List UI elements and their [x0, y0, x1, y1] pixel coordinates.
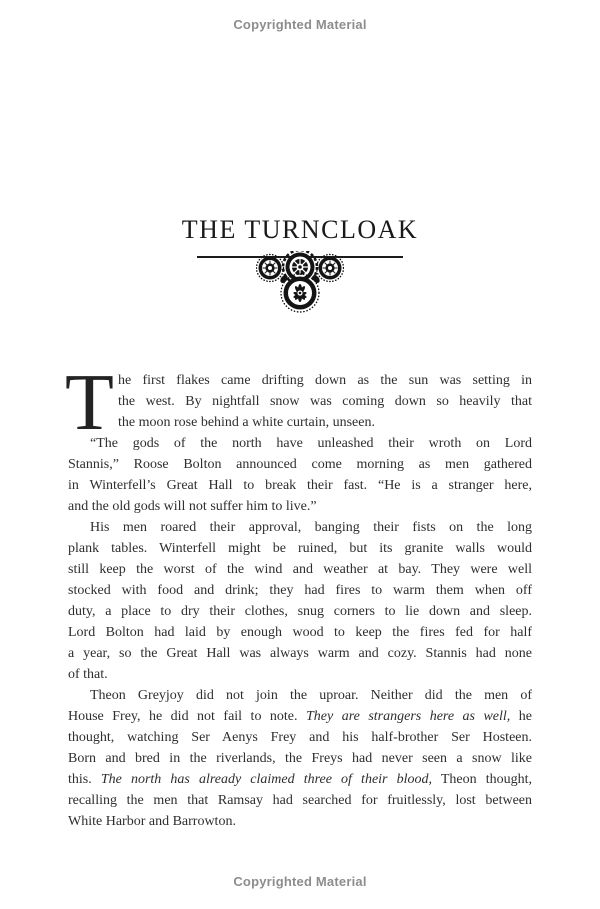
- text-line: White Harbor and Barrowton.: [68, 814, 236, 829]
- paragraph: [68, 517, 532, 685]
- text-line: stocked with food and drink; they had fires to warm them when off: [68, 583, 532, 598]
- drop-cap: T: [65, 359, 114, 447]
- body-text: [65, 359, 532, 832]
- text-line: and the old gods will not suffer him to live.”: [68, 499, 317, 514]
- text-line: duty, a place to dry their clothes, snug corners to lie down and sleep.: [68, 604, 532, 619]
- copyright-notice-top: Copyrighted Material: [233, 17, 367, 32]
- text-line: Stannis,” Roose Bolton announced come morning as men gathered: [68, 457, 532, 472]
- text-line: Lord Bolton had laid by enough wood to keep the fires fed for half: [68, 625, 532, 640]
- text-line: Born and bred in the riverlands, the Freys had never seen a snow like: [68, 751, 532, 766]
- text-line: Theon Greyjoy did not join the uproar. Neither did the men of: [90, 688, 532, 703]
- text-line: the moon rose behind a white curtain, unseen.: [118, 415, 375, 430]
- text-line: of that.: [68, 667, 108, 682]
- text-line: the west. By nightfall snow was coming down so heavily that: [118, 394, 532, 409]
- copyright-notice-bottom: Copyrighted Material: [233, 874, 367, 889]
- text-line: “The gods of the north have unleashed their wroth on Lord: [90, 436, 532, 451]
- text-line: this. The north has already claimed three of their blood, Theon thought,: [68, 772, 532, 787]
- text-line: in Winterfell’s Great Hall to break their fast. “He is a stranger here,: [68, 478, 532, 493]
- text-line: thought, watching Ser Aenys Frey and his half-brother Ser Hosteen.: [68, 730, 532, 745]
- chapter-title: THE TURNCLOAK: [181, 215, 419, 244]
- text-line: still keep the worst of the wind and weather at bay. They were well: [68, 562, 532, 577]
- text-line: plank tables. Winterfell might be ruined, but its granite walls would: [68, 541, 532, 556]
- text-line: House Frey, he did not fail to note. They are strangers here as well, he: [68, 709, 532, 724]
- rosette-ornament-icon: [256, 251, 344, 315]
- paragraph: [68, 685, 532, 832]
- text-line: a year, so the Great Hall was always warm and cozy. Stannis had none: [68, 646, 532, 661]
- text-line: His men roared their approval, banging their fists on the long: [90, 520, 532, 535]
- paragraph: [68, 433, 532, 517]
- text-line: recalling the men that Ramsay had searched for fruitlessly, lost between: [68, 793, 532, 808]
- text-line: he first flakes came drifting down as the sun was setting in: [118, 373, 532, 388]
